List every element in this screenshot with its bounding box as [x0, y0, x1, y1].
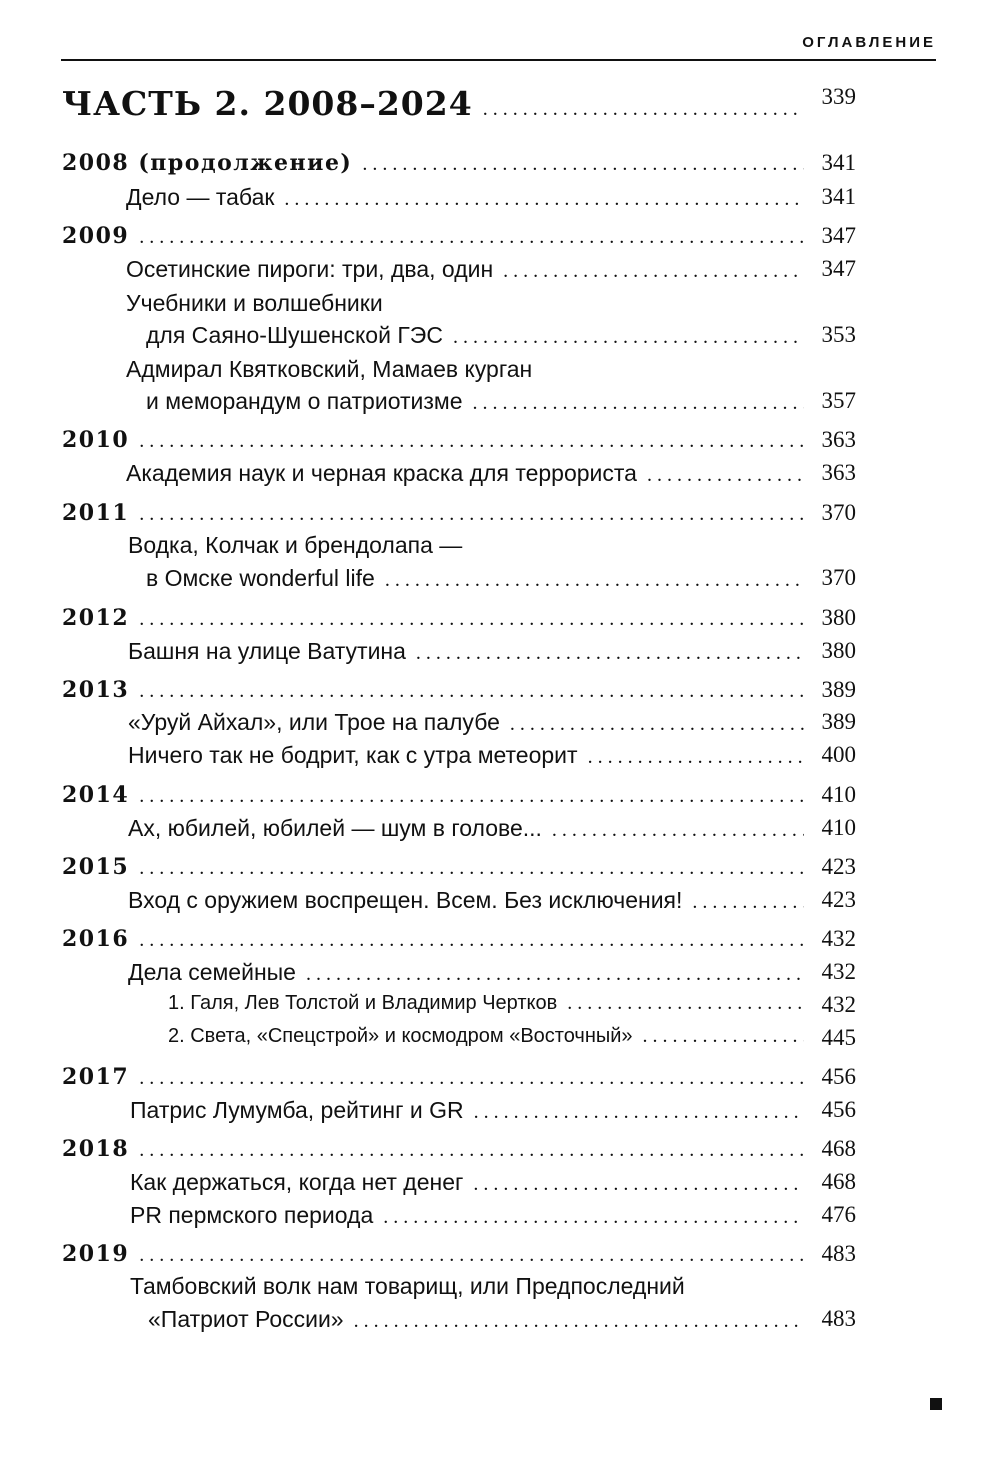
- entry-title: «Уруй Айхал», или Трое на палубе: [128, 709, 500, 735]
- entry-title: Патрис Лумумба, рейтинг и GR: [130, 1097, 464, 1123]
- part-title: ЧАСТЬ 2. 2008–2024: [62, 84, 473, 123]
- toc-year-heading[interactable]: [0, 605, 856, 631]
- year-title: 2014: [62, 782, 130, 808]
- dot-leader: [354, 1310, 804, 1333]
- dot-leader: [453, 326, 804, 349]
- page-number: 341: [821, 150, 856, 175]
- page-number: 456: [821, 1097, 856, 1122]
- page-number: 363: [821, 427, 856, 452]
- year-title: 2008 (продолжение): [62, 150, 353, 176]
- toc-entry[interactable]: [0, 1202, 856, 1229]
- dot-leader: [473, 1173, 804, 1196]
- entry-title-line[interactable]: Водка, Колчак и брендолапа —: [128, 532, 463, 558]
- page-number: 483: [821, 1306, 856, 1331]
- toc-year-heading[interactable]: [0, 223, 856, 249]
- entry-title: Дело — табак: [126, 184, 275, 210]
- dot-leader: [139, 1139, 804, 1162]
- page-number: 380: [821, 605, 856, 630]
- toc-year-heading[interactable]: [0, 500, 856, 526]
- dot-leader: [588, 746, 804, 769]
- entry-title: для Саяно-Шушенской ГЭС: [146, 322, 443, 348]
- dot-leader: [383, 1206, 804, 1229]
- dot-leader: [474, 1101, 804, 1124]
- dot-leader: [567, 992, 804, 1015]
- page-number: 370: [821, 565, 856, 590]
- year-title: 2012: [62, 605, 130, 631]
- year-title: 2013: [62, 677, 130, 703]
- toc-entry[interactable]: [0, 1306, 856, 1333]
- dot-leader: [139, 608, 804, 631]
- dot-leader: [139, 857, 804, 880]
- entry-title: в Омске wonderful life: [146, 565, 375, 591]
- toc-entry[interactable]: [0, 709, 856, 736]
- page-number: 432: [821, 992, 856, 1017]
- entry-title: PR пермского периода: [130, 1202, 374, 1228]
- page-number: 339: [821, 84, 856, 109]
- toc-year-heading[interactable]: [0, 150, 856, 176]
- toc-entry[interactable]: [0, 322, 856, 349]
- entry-title-line[interactable]: Адмирал Квятковский, Мамаев курган: [126, 356, 533, 382]
- page-number: 410: [821, 815, 856, 840]
- page-number: 389: [821, 677, 856, 702]
- toc-entry[interactable]: [0, 1097, 856, 1124]
- entry-title: Вход с оружием воспрещен. Всем. Без исключения!: [128, 887, 683, 913]
- year-title: 2016: [62, 926, 130, 952]
- dot-leader: [284, 188, 804, 211]
- year-title: 2019: [62, 1241, 130, 1267]
- page-number: 353: [821, 322, 856, 347]
- page-number: 370: [821, 500, 856, 525]
- dot-leader: [483, 98, 804, 121]
- toc-subentry[interactable]: [0, 992, 856, 1017]
- page-number: 400: [821, 742, 856, 767]
- entry-title-line[interactable]: Тамбовский волк нам товарищ, или Предпоследний: [130, 1273, 685, 1299]
- toc-year-heading[interactable]: [0, 427, 856, 453]
- year-title: 2011: [62, 500, 130, 526]
- toc-entry[interactable]: [0, 565, 856, 592]
- page-number: 445: [821, 1025, 856, 1050]
- subentry-title: 2. Света, «Спецстрой» и космодром «Восточный»: [168, 1025, 633, 1047]
- dot-leader: [139, 929, 804, 952]
- toc-entry[interactable]: [0, 887, 856, 914]
- entry-title: «Патриот России»: [148, 1306, 344, 1332]
- year-title: 2009: [62, 223, 130, 249]
- dot-leader: [647, 464, 804, 487]
- toc-subentry[interactable]: [0, 1025, 856, 1050]
- toc-entry[interactable]: [0, 815, 856, 842]
- page-number: 357: [821, 388, 856, 413]
- dot-leader: [139, 1244, 804, 1267]
- page-number: 456: [821, 1064, 856, 1089]
- toc-year-heading[interactable]: [0, 1064, 856, 1090]
- entry-title: Ах, юбилей, юбилей — шум в голове...: [128, 815, 542, 841]
- dot-leader: [510, 713, 804, 736]
- year-title: 2017: [62, 1064, 130, 1090]
- page-number: 468: [821, 1169, 856, 1194]
- toc-entry[interactable]: [0, 388, 856, 415]
- square-end-mark-icon: [930, 1398, 942, 1410]
- page-number: 410: [821, 782, 856, 807]
- page-number: 347: [821, 256, 856, 281]
- toc-entry[interactable]: [0, 959, 856, 986]
- page-number: 468: [821, 1136, 856, 1161]
- page-number: 423: [821, 854, 856, 879]
- dot-leader: [416, 642, 804, 665]
- toc-entry[interactable]: [0, 638, 856, 665]
- entry-title: и меморандум о патриотизме: [146, 388, 463, 414]
- entry-title: Как держаться, когда нет денег: [130, 1169, 464, 1195]
- page-number: 476: [821, 1202, 856, 1227]
- toc-year-heading[interactable]: [0, 1136, 856, 1162]
- toc-entry[interactable]: [0, 1169, 856, 1196]
- entry-title: Академия наук и черная краска для террориста: [126, 460, 637, 486]
- entry-title: Башня на улице Ватутина: [128, 638, 406, 664]
- dot-leader: [362, 153, 804, 176]
- year-title: 2010: [62, 427, 130, 453]
- toc-part-heading[interactable]: [0, 84, 856, 123]
- page-number: 389: [821, 709, 856, 734]
- entry-title-line[interactable]: Учебники и волшебники: [126, 290, 383, 316]
- dot-leader: [139, 1067, 804, 1090]
- toc-year-heading[interactable]: [0, 926, 856, 952]
- toc-year-heading[interactable]: [0, 854, 856, 880]
- running-head: ОГЛАВЛЕНИЕ: [802, 34, 936, 51]
- toc-year-heading[interactable]: [0, 677, 856, 703]
- page-number: 363: [821, 460, 856, 485]
- dot-leader: [503, 260, 804, 283]
- page-number: 483: [821, 1241, 856, 1266]
- page-number: 432: [821, 959, 856, 984]
- toc-year-heading[interactable]: [0, 782, 856, 808]
- dot-leader: [139, 680, 804, 703]
- year-title: 2015: [62, 854, 130, 880]
- page-number: 341: [821, 184, 856, 209]
- page-number: 347: [821, 223, 856, 248]
- toc-entry[interactable]: [0, 256, 856, 283]
- dot-leader: [139, 430, 804, 453]
- dot-leader: [473, 392, 804, 415]
- dot-leader: [306, 963, 804, 986]
- dot-leader: [692, 891, 804, 914]
- dot-leader: [643, 1025, 804, 1048]
- dot-leader: [139, 503, 804, 526]
- dot-leader: [552, 819, 804, 842]
- toc-entry[interactable]: [0, 460, 856, 487]
- dot-leader: [385, 569, 804, 592]
- header-rule: [61, 59, 936, 61]
- dot-leader: [139, 226, 804, 249]
- toc-entry[interactable]: [0, 742, 856, 769]
- year-title: 2018: [62, 1136, 130, 1162]
- subentry-title: 1. Галя, Лев Толстой и Владимир Чертков: [168, 992, 558, 1014]
- toc-year-heading[interactable]: [0, 1241, 856, 1267]
- page-number: 423: [821, 887, 856, 912]
- page-number: 380: [821, 638, 856, 663]
- entry-title: Дела семейные: [128, 959, 296, 985]
- page-number: 432: [821, 926, 856, 951]
- toc-entry[interactable]: [0, 184, 856, 211]
- entry-title: Осетинские пироги: три, два, один: [126, 256, 494, 282]
- dot-leader: [139, 785, 804, 808]
- entry-title: Ничего так не бодрит, как с утра метеорит: [128, 742, 578, 768]
